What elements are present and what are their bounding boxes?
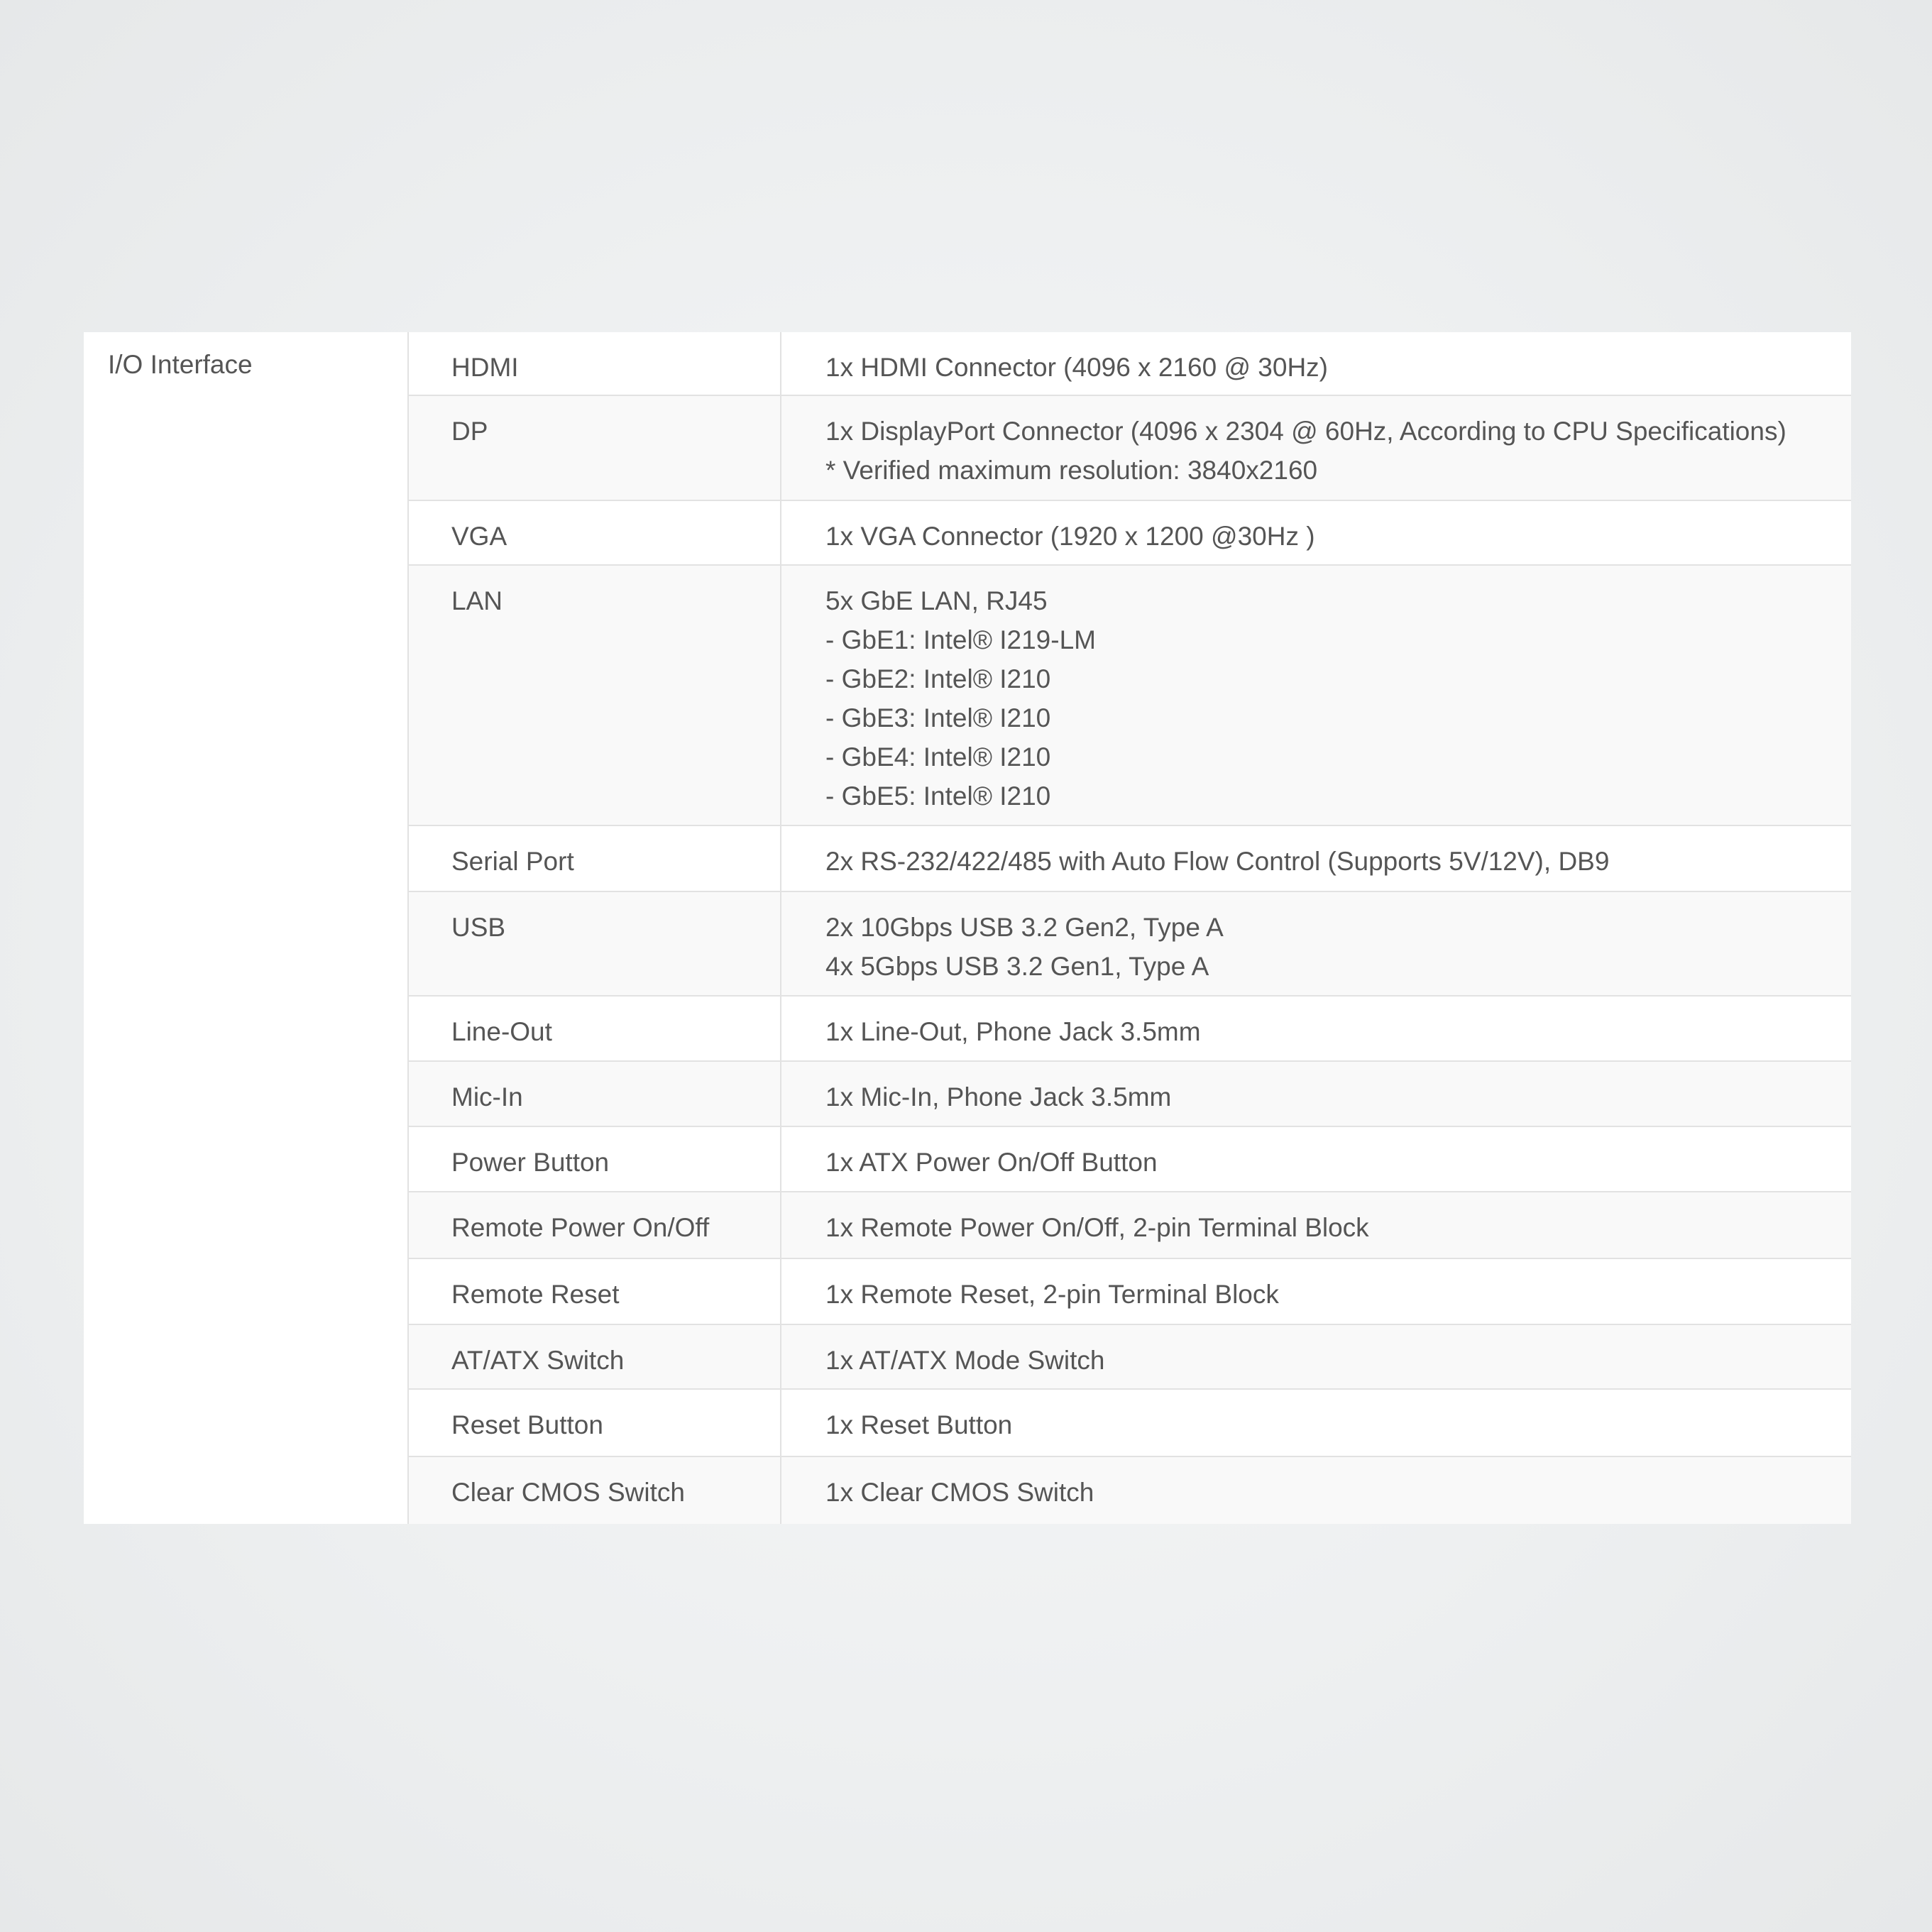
spec-label: Remote Reset xyxy=(409,1259,781,1323)
spec-label: Serial Port xyxy=(409,826,781,891)
spec-label: Line-Out xyxy=(409,997,781,1060)
spec-value-line: - GbE3: Intel® I210 xyxy=(825,703,1051,733)
spec-value xyxy=(781,1127,1851,1190)
spec-value-line: 4x 5Gbps USB 3.2 Gen1, Type A xyxy=(825,952,1209,982)
spec-label: Clear CMOS Switch xyxy=(409,1457,781,1524)
spec-value-line: 2x RS-232/422/485 with Auto Flow Control (Supports 5V/12V), DB9 xyxy=(825,846,1610,876)
spec-value xyxy=(781,332,1851,395)
spec-value xyxy=(781,826,1851,891)
category-label: I/O Interface xyxy=(84,332,409,1524)
table-row xyxy=(409,1259,1851,1324)
table-row xyxy=(409,332,1851,396)
spec-value xyxy=(781,396,1851,499)
spec-value-line: - GbE2: Intel® I210 xyxy=(825,664,1051,694)
spec-value-line: * Verified maximum resolution: 3840x2160 xyxy=(825,456,1318,485)
spec-value-line: 1x Clear CMOS Switch xyxy=(825,1477,1094,1507)
spec-value xyxy=(781,1325,1851,1388)
spec-label: AT/ATX Switch xyxy=(409,1325,781,1388)
spec-label: LAN xyxy=(409,566,781,825)
table-row xyxy=(409,1192,1851,1259)
spec-label: USB xyxy=(409,892,781,995)
spec-value-line: 1x AT/ATX Mode Switch xyxy=(825,1345,1105,1375)
table-row xyxy=(409,566,1851,826)
spec-value-line: 1x Remote Reset, 2-pin Terminal Block xyxy=(825,1280,1279,1310)
spec-label: DP xyxy=(409,396,781,499)
spec-label: Remote Power On/Off xyxy=(409,1192,781,1258)
spec-table xyxy=(84,332,1851,1524)
spec-value-line: 1x Reset Button xyxy=(825,1410,1013,1440)
spec-value-line: 1x HDMI Connector (4096 x 2160 @ 30Hz) xyxy=(825,353,1328,382)
table-row xyxy=(409,1325,1851,1390)
table-row xyxy=(409,396,1851,500)
spec-rows xyxy=(409,332,1851,1524)
spec-value xyxy=(781,1457,1851,1524)
spec-value-line: 2x 10Gbps USB 3.2 Gen2, Type A xyxy=(825,913,1224,943)
spec-value xyxy=(781,1062,1851,1126)
spec-value-line: 5x GbE LAN, RJ45 xyxy=(825,586,1048,616)
spec-label: Reset Button xyxy=(409,1390,781,1455)
spec-value-line: 1x ATX Power On/Off Button xyxy=(825,1148,1158,1178)
table-row xyxy=(409,826,1851,892)
spec-value-line: 1x Remote Power On/Off, 2-pin Terminal Block xyxy=(825,1212,1369,1242)
table-row xyxy=(409,1062,1851,1127)
spec-value-line: - GbE5: Intel® I210 xyxy=(825,781,1051,811)
spec-value xyxy=(781,997,1851,1060)
spec-label: HDMI xyxy=(409,332,781,395)
spec-label: Power Button xyxy=(409,1127,781,1190)
table-row xyxy=(409,892,1851,997)
spec-value-line: - GbE4: Intel® I210 xyxy=(825,742,1051,772)
spec-value xyxy=(781,1259,1851,1323)
spec-value xyxy=(781,1192,1851,1258)
spec-value xyxy=(781,892,1851,995)
table-row xyxy=(409,1457,1851,1524)
spec-value-line: 1x Mic-In, Phone Jack 3.5mm xyxy=(825,1082,1172,1112)
spec-value-line: 1x VGA Connector (1920 x 1200 @30Hz ) xyxy=(825,521,1315,551)
spec-value-line: - GbE1: Intel® I219-LM xyxy=(825,625,1096,655)
spec-value xyxy=(781,566,1851,825)
spec-label: VGA xyxy=(409,501,781,564)
table-row xyxy=(409,997,1851,1061)
spec-value-line: 1x DisplayPort Connector (4096 x 2304 @ 60Hz, According to CPU Specifications) xyxy=(825,417,1786,446)
spec-value xyxy=(781,1390,1851,1455)
table-row xyxy=(409,501,1851,566)
table-row xyxy=(409,1127,1851,1192)
table-row xyxy=(409,1390,1851,1456)
spec-value xyxy=(781,501,1851,564)
spec-value-line: 1x Line-Out, Phone Jack 3.5mm xyxy=(825,1017,1201,1047)
spec-label: Mic-In xyxy=(409,1062,781,1126)
